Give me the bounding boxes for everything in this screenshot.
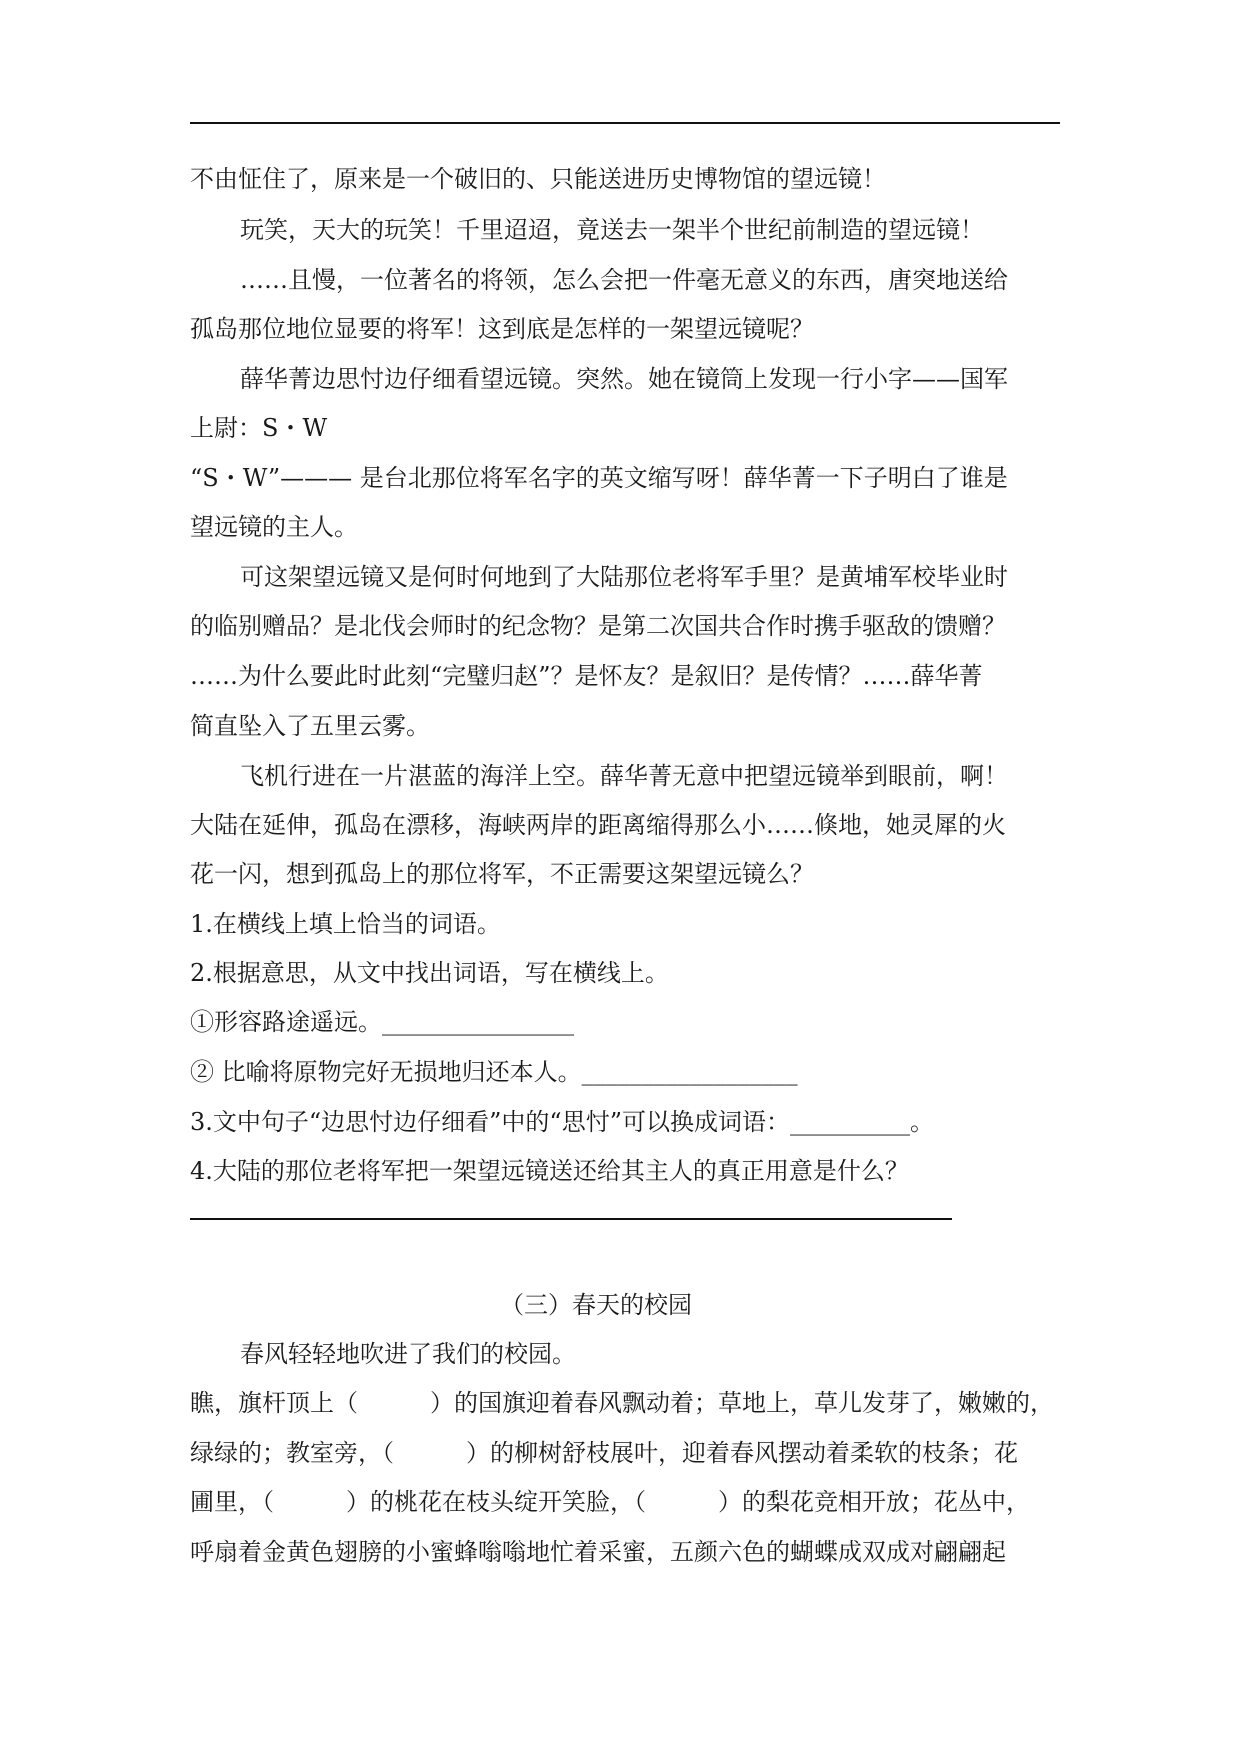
passage-line: 飞机行进在一片湛蓝的海洋上空。薛华菁无意中把望远镜举到眼前，啊！ xyxy=(240,762,1008,790)
passage-line: 春风轻轻地吹进了我们的校园。 xyxy=(240,1340,576,1368)
passage-line: 圃里，（ ）的桃花在枝头绽开笑脸，（ ）的梨花竞相开放；花丛中， xyxy=(190,1488,1030,1516)
passage-line: 的临别赠品？是北伐会师时的纪念物？是第二次国共合作时携手驱敌的馈赠？ xyxy=(190,612,1006,640)
passage-line: 呼扇着金黄色翅膀的小蜜蜂嗡嗡地忙着采蜜，五颜六色的蝴蝶成双成对翩翩起 xyxy=(190,1538,1006,1566)
question-3: 3.文中句子“边思忖边仔细看”中的“思忖”可以换成词语：__________。 xyxy=(190,1108,934,1136)
question-2: 2.根据意思，从文中找出词语，写在横线上。 xyxy=(190,959,669,987)
passage-line: 玩笑，天大的玩笑！千里迢迢，竟送去一架半个世纪前制造的望远镜！ xyxy=(240,216,984,244)
passage-line: 上尉：S・W xyxy=(190,414,328,442)
section-title: （三）春天的校园 xyxy=(500,1291,692,1319)
question-4: 4.大陆的那位老将军把一架望远镜送还给其主人的真正用意是什么？ xyxy=(190,1157,909,1185)
passage-line: 绿绿的；教室旁，（ ）的柳树舒枝展叶，迎着春风摆动着柔软的枝条；花 xyxy=(190,1439,1018,1467)
passage-line: “S・W”——— 是台北那位将军名字的英文缩写呀！薛华菁一下子明白了谁是 xyxy=(190,464,1008,492)
top-rule xyxy=(190,122,1060,124)
passage-line: 大陆在延伸，孤岛在漂移，海峡两岸的距离缩得那么小……倏地，她灵犀的火 xyxy=(190,811,1006,839)
question-1: 1.在横线上填上恰当的词语。 xyxy=(190,910,501,938)
passage-line: ……且慢，一位著名的将领，怎么会把一件毫无意义的东西，唐突地送给 xyxy=(240,266,1008,294)
passage-line: 可这架望远镜又是何时何地到了大陆那位老将军手里？是黄埔军校毕业时 xyxy=(240,563,1008,591)
passage-line: ……为什么要此时此刻“完璧归赵”？是怀友？是叙旧？是传情？……薛华菁 xyxy=(190,662,983,690)
passage-line: 望远镜的主人。 xyxy=(190,513,358,541)
passage-line: 不由怔住了，原来是一个破旧的、只能送进历史博物馆的望远镜！ xyxy=(190,165,886,193)
passage-line: 简直坠入了五里云雾。 xyxy=(190,712,430,740)
answer-line xyxy=(190,1218,952,1220)
passage-line: 花一闪，想到孤岛上的那位将军，不正需要这架望远镜么？ xyxy=(190,860,814,888)
passage-line: 孤岛那位地位显要的将军！这到底是怎样的一架望远镜呢？ xyxy=(190,315,814,343)
passage-line: 瞧，旗杆顶上（ ）的国旗迎着春风飘动着；草地上，草儿发芽了，嫩嫩的， xyxy=(190,1389,1054,1417)
question-2-item-2: ② 比喻将原物完好无损地归还本人。__________________ xyxy=(190,1058,798,1086)
passage-line: 薛华菁边思忖边仔细看望远镜。突然。她在镜筒上发现一行小字——国军 xyxy=(240,365,1008,393)
question-2-item-1: ①形容路途遥远。________________ xyxy=(190,1008,574,1036)
